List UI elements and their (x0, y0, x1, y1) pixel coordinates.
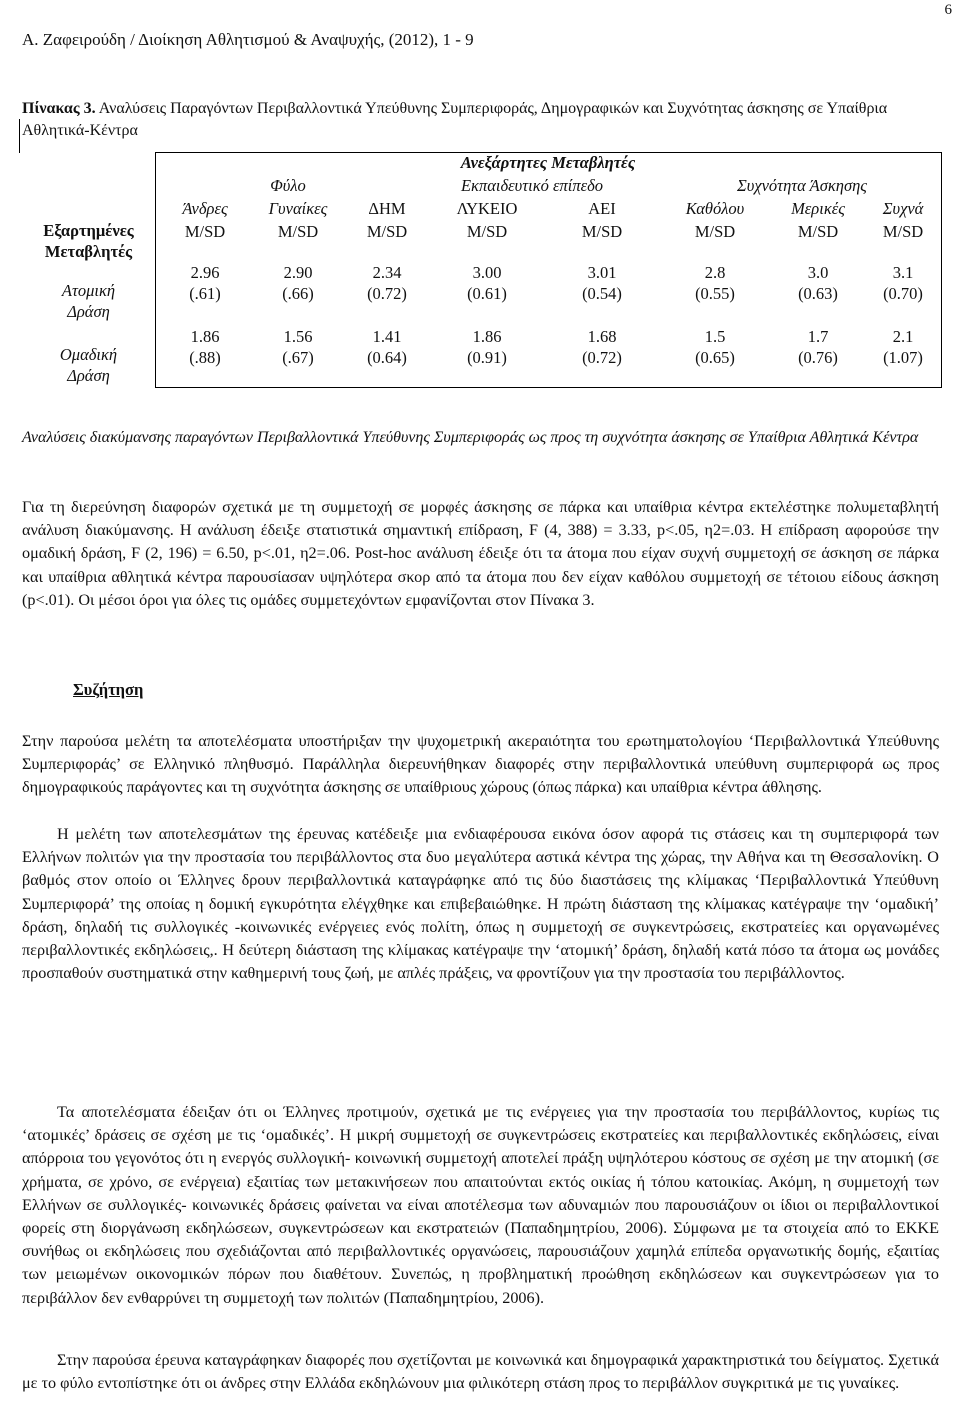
column-lyceum: ΛΥΚΕΙΟ (456, 199, 518, 218)
row-label-line-1: Ατομική (61, 281, 116, 300)
independent-variables-heading: Ανεξάρτητες Μεταβλητές (460, 153, 636, 172)
dependent-label-line-1: Εξαρτημένες (43, 221, 134, 240)
cell-sd: (.67) (282, 348, 314, 367)
stat-label: M/SD (277, 222, 319, 241)
cell-sd: (0.63) (798, 284, 838, 303)
cell-mean: 1.86 (472, 327, 502, 346)
cell-mean: 1.68 (587, 327, 617, 346)
group-education: Εκπαιδευτικό επίπεδο (460, 176, 604, 195)
cell-sd: (0.70) (883, 284, 923, 303)
cell-sd: (0.72) (582, 348, 622, 367)
cell-mean: 3.00 (472, 263, 502, 282)
column-university: ΑΕΙ (588, 199, 616, 218)
row-label-group (22, 344, 155, 386)
cell-sd: (0.91) (467, 348, 507, 367)
stat-label: M/SD (797, 222, 839, 241)
group-gender: Φύλο (270, 176, 306, 195)
cell-mean: 1.5 (704, 327, 726, 346)
cell-sd: (.88) (189, 348, 221, 367)
analysis-note: Αναλύσεις διακύμανσης παραγόντων Περιβαλλοντικά Υπεύθυνης Συμπεριφοράς ως προς τη συχνότητα άσκησης σε Υπαίθρια Αθλητικά Κέντρα (22, 429, 919, 446)
column-sometimes: Μερικές (791, 199, 845, 218)
paragraph-results: Για τη διερεύνηση διαφορών σχετικά με τη συμμετοχή σε μορφές άσκησης σε πάρκα και υπαίθρια κέντρα εκτελέστηκε πολυμεταβλητή ανάλυση διακύμανσης. Η ανάλυση έδειξε στατιστικά σημαντική επίδραση, F (4, 388) = 3.33, p<.05, η2=.03. Η επίδραση αφορούσε την ομαδική δράση, F (2, 196) = 6.50, p<.01, η2=.06. Post-hoc ανάλυση έδειξε ότι τα άτομα που είχαν συχνή συμμετοχή σε άσκηση σε πάρκα και υπαίθρια αθλητικά κέντρα παρουσίασαν υψηλότερα σκορ από τα άτομα που δεν είχαν καθόλου συμμετοχή σε τέτοιου είδους άσκηση (p<.01). Οι μέσοι όροι για όλες τις ομάδες συμμετεχόντων εμφανίζονται στον Πίνακα 3. (22, 498, 939, 609)
dependent-label-line-2: Μεταβλητές (44, 242, 133, 261)
cell-sd: (0.61) (467, 284, 507, 303)
cell-mean: 2.90 (283, 263, 313, 282)
cell-mean: 2.8 (704, 263, 726, 282)
page-number: 6 (944, 2, 952, 18)
stat-label: M/SD (184, 222, 226, 241)
table-caption-label: Πίνακας 3. (22, 100, 96, 117)
stat-label: M/SD (366, 222, 408, 241)
column-never: Καθόλου (685, 199, 745, 218)
cell-mean: 2.34 (372, 263, 402, 282)
row-label-line-1: Ομαδική (59, 345, 118, 364)
cell-mean: 1.56 (283, 327, 313, 346)
paragraph-discussion-2: Η μελέτη των αποτελεσμάτων της έρευνας κατέδειξε μια ενδιαφέρουσα εικόνα όσον αφορά τις στάσεις και τη συμπεριφορά των Ελλήνων πολιτών για την προστασία του περιβάλλοντος στα δυο μεγαλύτερα αστικά κέντρα της χώρας, την Αθήνα και τη Θεσσαλονίκη. Ο βαθμός στον οποίο οι Έλληνες δρουν περιβαλλοντικά καταγράφηκε από τις δύο διαστάσεις της κλίμακας ‘Περιβαλλοντικά Υπεύθυνη Συμπεριφορά’ της οποίας η δομική εγκυρότητα ελέγχθηκε και επιβεβαιώθηκε. Η πρώτη διάσταση της κλίμακας κατέγραψε την ‘ομαδική’ δράση, δηλαδή τις συλλογικές -κοινωνικές ενέργειες ενός πολίτη, όπως η συμμετοχή σε συγκεντρώσεις, εκστρατείες και οργανωμένες περιβαλλοντικές εκδηλώσεις,. Η δεύτερη διάσταση της κλίμακας κατέγραψε την ‘ατομική’ δράση, δηλαδή κατά πόσο τα άτομα ως μονάδες προσπαθούν συστηματικά στην καθημερινή τους ζωή, με απλές πράξεις, να φροντίζουν για την προστασία του περιβάλλοντος. (22, 825, 939, 983)
stat-label: M/SD (466, 222, 508, 241)
cell-sd: (0.55) (695, 284, 735, 303)
stat-label: M/SD (694, 222, 736, 241)
cell-sd: (.66) (282, 284, 314, 303)
cell-mean: 3.01 (587, 263, 617, 282)
column-men: Άνδρες (182, 199, 228, 218)
cell-mean: 2.96 (190, 263, 220, 282)
cell-sd: (0.72) (367, 284, 407, 303)
cell-mean: 3.1 (892, 263, 914, 282)
table-border-bottom (155, 387, 942, 388)
table-caption (22, 98, 942, 142)
row-label-line-2: Δράση (67, 302, 110, 321)
stat-label: M/SD (882, 222, 924, 241)
running-header: Α. Ζαφειρούδη / Διοίκηση Αθλητισμού & Αναψυχής, (2012), 1 - 9 (22, 30, 474, 49)
results-table (22, 152, 942, 388)
group-frequency: Συχνότητα Άσκησης (736, 176, 868, 195)
cell-sd: (0.76) (798, 348, 838, 367)
cell-sd: (0.65) (695, 348, 735, 367)
cell-mean: 1.41 (372, 327, 402, 346)
cell-sd: (0.54) (582, 284, 622, 303)
column-often: Συχνά (882, 199, 924, 218)
stat-label: M/SD (581, 222, 623, 241)
cell-sd: (1.07) (883, 348, 923, 367)
table-caption-text: Αναλύσεις Παραγόντων Περιβαλλοντικά Υπεύθυνης Συμπεριφοράς, Δημογραφικών και Συχνότητας άσκησης σε Υπαίθρια Αθλητικά-Κέντρα (22, 100, 888, 139)
paragraph-discussion-1: Στην παρούσα μελέτη τα αποτελέσματα υποστήριξαν την ψυχομετρική ακεραιότητα του ερωτηματολογίου ‘Περιβαλλοντικά Υπεύθυνης Συμπεριφοράς’ σε Ελληνικό πληθυσμό. Παράλληλα διερευνήθηκαν διαφορές στην περιβαλλοντικά υπεύθυνη συμπεριφορά ως προς δημογραφικούς παράγοντες και τη συχνότητα άσκησης σε υπαίθριους χώρους (όπως πάρκα) και υπαίθρια κέντρα άθλησης. (22, 732, 939, 797)
paragraph-discussion-3: Τα αποτελέσματα έδειξαν ότι οι Έλληνες προτιμούν, σχετικά με τις ενέργειες για την προστασία του περιβάλλοντος, κυρίως τις ‘ατομικές’ δράσεις σε σχέση με τις ‘ομαδικές’. Η μικρή συμμετοχή σε συγκεντρώσεις εκστρατείες και περιβαλλοντικές εκδηλώσεις, είναι απόρροια του γεγονότος ότι η ενεργός συλλογική- κοινωνική συμμετοχή αποτελεί πράξη υψηλότερου κόστους σε σχέση με την ατομική (σε χρήματα, σε χρόνο, σε ενέργεια) εξαιτίας των μετακινήσεων που απαιτούνται εκτός οικίας ή τόπου κατοικίας. Ακόμη, η συμμετοχή των Ελλήνων σε συλλογικές- κοινωνικές δράσεις φαίνεται να είναι αποτέλεσμα των αδυναμιών που παρουσιάζουν οι ίδιοι οι περιβαλλοντικοί φορείς στη διοργάνωση εκδηλώσεων, συγκεντρώσεων και εκστρατειών (Παπαδημητρίου, 2006). Σύμφωνα με τα στοιχεία από το ΕΚΚΕ συνήθως οι εκδηλώσεις που σχεδιάζονται από περιβαλλοντικές οργανώσεις, παρουσιάζουν χαμηλά επίπεδα οργανωτικής δομής, εξαιτίας των μειωμένων οικονομικών πόρων που διαθέτουν. Συνεπώς, η προβληματική προώθηση εκδηλώσεων και συγκεντρώσεων για το περιβάλλον δεν ενθαρρύνει τη συμμετοχή των πολιτών (Παπαδημητρίου, 2006). (22, 1103, 939, 1307)
table-border-right (941, 152, 942, 388)
cell-mean: 2.1 (892, 327, 914, 346)
cell-mean: 3.0 (807, 263, 829, 282)
cell-sd: (0.64) (367, 348, 407, 367)
cell-mean: 1.86 (190, 327, 220, 346)
row-label-individual (22, 280, 155, 322)
row-label-line-2: Δράση (67, 366, 110, 385)
cell-mean: 1.7 (807, 327, 829, 346)
table-border-left (155, 152, 156, 388)
column-women: Γυναίκες (268, 199, 328, 218)
section-heading: Συζήτηση (73, 680, 144, 699)
dependent-variables-label (22, 220, 155, 262)
column-primary: ΔΗΜ (368, 199, 406, 218)
caption-margin-bar (19, 119, 20, 153)
cell-sd: (.61) (189, 284, 221, 303)
paragraph-discussion-4: Στην παρούσα έρευνα καταγράφηκαν διαφορές που σχετίζονται με κοινωνικά και δημογραφικά χαρακτηριστικά του δείγματος. Σχετικά με το φύλο εντοπίστηκε ότι οι άνδρες στην Ελλάδα εκδηλώνουν μια φιλικότερη στάση προς το περιβάλλον συγκριτικά με τις γυναίκες. (22, 1351, 939, 1393)
